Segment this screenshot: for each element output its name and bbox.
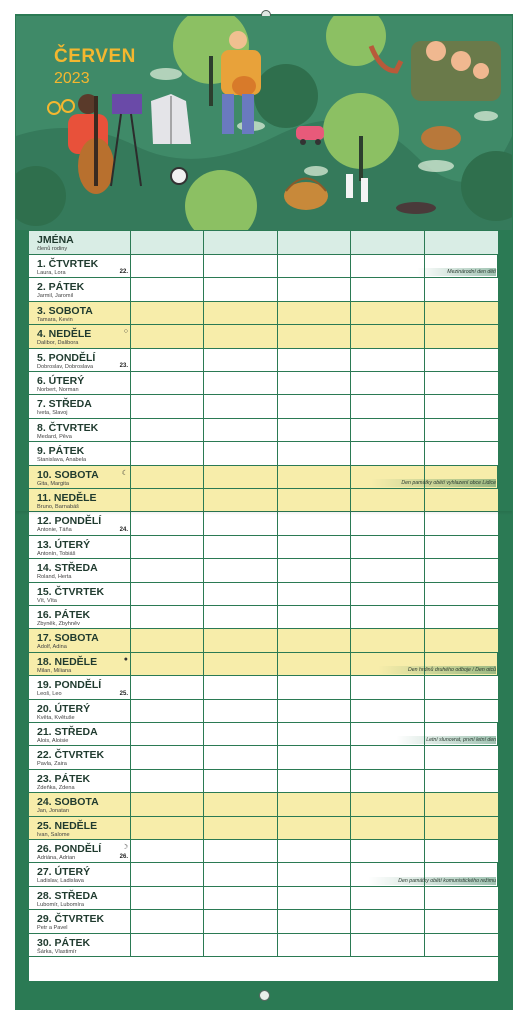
entry-cell[interactable] — [278, 278, 351, 300]
day-row — [29, 629, 498, 652]
day-row — [29, 395, 498, 418]
entry-cell[interactable] — [425, 817, 498, 839]
day-label-cell — [29, 512, 131, 534]
entry-cell[interactable] — [425, 793, 498, 815]
day-label-cell — [29, 793, 131, 815]
entry-cell[interactable] — [278, 255, 351, 277]
name-day-text: Alois, Aloisie — [37, 738, 69, 744]
day-row — [29, 817, 498, 840]
entry-cell[interactable] — [204, 442, 277, 464]
week-number: 22. — [119, 269, 128, 276]
name-day-text: Stanislava, Anabela — [37, 457, 87, 464]
day-label-cell — [29, 606, 131, 628]
entry-cell[interactable] — [131, 395, 204, 417]
day-label-cell — [29, 325, 131, 347]
entry-cell[interactable] — [351, 302, 424, 324]
day-row — [29, 606, 498, 629]
day-row — [29, 372, 498, 395]
day-row — [29, 536, 498, 559]
entry-cell[interactable] — [351, 559, 424, 581]
entry-cell[interactable] — [131, 255, 204, 277]
entry-cell[interactable] — [131, 653, 204, 675]
week-number: 23. — [119, 362, 128, 369]
entry-cell[interactable] — [351, 629, 424, 651]
entry-cell[interactable] — [204, 840, 277, 862]
entry-cell[interactable] — [278, 793, 351, 815]
day-row — [29, 512, 498, 535]
day-title: 4. NEDĚLE — [37, 328, 92, 341]
entry-cell[interactable] — [425, 676, 498, 698]
entry-cell[interactable] — [425, 746, 498, 768]
day-row — [29, 489, 498, 512]
day-title: 23. PÁTEK — [37, 772, 91, 785]
day-label-cell — [29, 583, 131, 605]
entry-cell[interactable] — [131, 700, 204, 722]
entry-cell[interactable] — [278, 442, 351, 464]
day-title: 18. NEDĚLE — [37, 655, 98, 668]
day-title: 1. ČTVRTEK — [37, 258, 99, 270]
day-label-cell — [29, 770, 131, 792]
day-title: 28. STŘEDA — [37, 889, 98, 902]
shirt-icon — [151, 94, 191, 144]
entry-cell[interactable] — [351, 746, 424, 768]
day-title: 14. STŘEDA — [37, 562, 98, 575]
entry-cell[interactable] — [204, 302, 277, 324]
entry-cell[interactable] — [425, 840, 498, 862]
entry-cell[interactable] — [425, 442, 498, 464]
entry-cell[interactable] — [278, 770, 351, 792]
entry-cell[interactable] — [204, 536, 277, 558]
entry-cell[interactable] — [425, 770, 498, 792]
day-row — [29, 723, 498, 746]
name-day-text: Zbyněk, Zbyhněv — [37, 621, 80, 627]
day-title: 22. ČTVRTEK — [37, 749, 105, 762]
day-row — [29, 466, 498, 489]
day-row — [29, 746, 498, 769]
names-header-cell — [29, 231, 131, 254]
entry-cell[interactable] — [425, 629, 498, 651]
day-title: 25. NEDĚLE — [37, 819, 98, 832]
name-day-text: Dobroslav, Dobroslava — [37, 363, 94, 370]
name-day-text: Bruno, Barnabáš — [37, 504, 79, 510]
entry-cell[interactable] — [131, 489, 204, 511]
entry-cell[interactable] — [278, 910, 351, 932]
entry-cell[interactable] — [204, 583, 277, 605]
entry-cell[interactable] — [351, 840, 424, 862]
entry-cell[interactable] — [425, 559, 498, 581]
name-day-text: Roland, Herta — [37, 574, 72, 581]
day-label-cell — [29, 629, 131, 651]
entry-cell[interactable] — [131, 793, 204, 815]
entry-cell[interactable] — [204, 723, 277, 745]
name-day-text: Dalibor, Dalibora — [37, 340, 79, 347]
entry-cell[interactable] — [278, 817, 351, 839]
entry-cell[interactable] — [351, 817, 424, 839]
entry-cell[interactable] — [131, 536, 204, 558]
entry-cell[interactable] — [351, 442, 424, 464]
entry-cell[interactable] — [425, 887, 498, 909]
member-column-2[interactable] — [204, 231, 277, 254]
bottom-hole — [259, 990, 270, 1001]
watch-icon — [171, 168, 187, 184]
day-label-cell — [29, 817, 131, 839]
moon-phase-icon: ☽ — [121, 844, 128, 851]
day-row — [29, 863, 498, 886]
name-day-text: Zdeňka, Zdena — [37, 784, 75, 791]
entry-cell[interactable] — [131, 770, 204, 792]
name-day-text: Antonín, Tobiáš — [37, 550, 76, 557]
day-row — [29, 770, 498, 793]
day-row — [29, 653, 498, 676]
holiday-note: Letní slunovrat, první letní den — [396, 736, 496, 744]
name-day-text: Milan, Miliana — [37, 667, 72, 674]
entry-cell[interactable] — [204, 700, 277, 722]
entry-cell[interactable] — [131, 278, 204, 300]
entry-cell[interactable] — [351, 770, 424, 792]
day-row — [29, 559, 498, 582]
entry-cell[interactable] — [131, 349, 204, 371]
name-day-text: Ladislav, Ladislava — [37, 878, 84, 885]
holiday-note: Den hrdinů druhého odboje / Den otců — [378, 666, 496, 674]
entry-cell[interactable] — [278, 629, 351, 651]
entry-cell[interactable] — [131, 583, 204, 605]
entry-cell[interactable] — [425, 302, 498, 324]
entry-cell[interactable] — [351, 910, 424, 932]
entry-cell[interactable] — [204, 746, 277, 768]
day-label-cell — [29, 863, 131, 885]
names-header-title: JMÉNA — [37, 234, 74, 246]
entry-cell[interactable] — [425, 910, 498, 932]
day-row — [29, 840, 498, 863]
name-day-text: Medard, Pěva — [37, 433, 72, 440]
day-title: 30. PÁTEK — [37, 936, 91, 949]
day-label-cell — [29, 536, 131, 558]
entry-cell[interactable] — [204, 606, 277, 628]
day-label-cell — [29, 887, 131, 909]
entry-cell[interactable] — [278, 746, 351, 768]
entry-cell[interactable] — [131, 629, 204, 651]
entry-cell[interactable] — [131, 606, 204, 628]
entry-cell[interactable] — [278, 653, 351, 675]
entry-cell[interactable] — [351, 700, 424, 722]
day-title: 11. NEDĚLE — [37, 492, 97, 504]
entry-cell[interactable] — [131, 512, 204, 534]
entry-cell[interactable] — [131, 863, 204, 885]
day-label-cell — [29, 489, 131, 511]
name-day-text: Leoš, Leo — [37, 691, 62, 698]
entry-cell[interactable] — [204, 395, 277, 417]
week-number: 25. — [119, 690, 128, 697]
day-label-cell — [29, 349, 131, 371]
name-day-text: Iveta, Slavoj — [37, 410, 68, 417]
name-day-text: Gita, Margita — [37, 480, 70, 487]
day-title: 29. ČTVRTEK — [37, 913, 105, 926]
moon-phase-icon: ☾ — [121, 469, 128, 477]
entry-cell[interactable] — [278, 372, 351, 394]
entry-cell[interactable] — [131, 746, 204, 768]
day-label-cell — [29, 746, 131, 768]
day-title: 27. ÚTERÝ — [37, 866, 91, 879]
entry-cell[interactable] — [204, 489, 277, 511]
entry-cell[interactable] — [425, 583, 498, 605]
member-column-1[interactable] — [131, 231, 204, 254]
entry-cell[interactable] — [131, 676, 204, 698]
name-day-text: Lubomír, Lubomíra — [37, 901, 84, 908]
entry-cell[interactable] — [278, 395, 351, 417]
entry-cell[interactable] — [204, 629, 277, 651]
entry-cell[interactable] — [425, 489, 498, 511]
entry-cell[interactable] — [278, 302, 351, 324]
entry-cell[interactable] — [425, 934, 498, 956]
egg-basket-icon — [421, 126, 461, 150]
day-row — [29, 676, 498, 699]
moon-phase-icon: ○ — [123, 328, 128, 336]
day-label-cell — [29, 700, 131, 722]
entry-cell[interactable] — [131, 817, 204, 839]
member-column-5[interactable] — [425, 231, 498, 254]
day-label-cell — [29, 302, 131, 324]
day-title: 15. ČTVRTEK — [37, 585, 105, 598]
entry-cell[interactable] — [131, 442, 204, 464]
entry-cell[interactable] — [131, 934, 204, 956]
member-column-4[interactable] — [351, 231, 424, 254]
entry-cell[interactable] — [204, 817, 277, 839]
day-row — [29, 793, 498, 816]
day-label-cell — [29, 466, 131, 488]
day-title: 13. ÚTERÝ — [37, 538, 91, 551]
day-title: 10. SOBOTA — [37, 468, 99, 481]
entry-cell[interactable] — [131, 887, 204, 909]
name-day-text: Tamara, Kevin — [37, 316, 73, 323]
entry-cell[interactable] — [351, 536, 424, 558]
name-day-text: Jarmil, Jaromil — [37, 293, 74, 300]
entry-cell[interactable] — [425, 325, 498, 347]
entry-cell[interactable] — [425, 512, 498, 534]
entry-cell[interactable] — [351, 419, 424, 441]
entry-cell[interactable] — [351, 887, 424, 909]
entry-cell[interactable] — [425, 278, 498, 300]
entry-cell[interactable] — [204, 466, 277, 488]
day-label-cell — [29, 723, 131, 745]
entry-cell[interactable] — [204, 793, 277, 815]
day-row — [29, 325, 498, 348]
entry-cell[interactable] — [278, 700, 351, 722]
entry-cell[interactable] — [131, 559, 204, 581]
day-title: 2. PÁTEK — [37, 281, 85, 294]
entry-cell[interactable] — [351, 349, 424, 371]
entry-cell[interactable] — [351, 255, 424, 277]
day-row — [29, 302, 498, 325]
entry-cell[interactable] — [351, 395, 424, 417]
entry-cell[interactable] — [131, 325, 204, 347]
entry-cell[interactable] — [131, 372, 204, 394]
entry-cell[interactable] — [204, 770, 277, 792]
entry-cell[interactable] — [278, 349, 351, 371]
day-title: 7. STŘEDA — [37, 398, 92, 411]
entry-cell[interactable] — [351, 489, 424, 511]
day-title: 19. PONDĚLÍ — [37, 679, 102, 692]
entry-cell[interactable] — [278, 536, 351, 558]
day-row — [29, 255, 498, 278]
entry-cell[interactable] — [425, 419, 498, 441]
entry-cell[interactable] — [278, 489, 351, 511]
entry-cell[interactable] — [204, 255, 277, 277]
entry-cell[interactable] — [351, 278, 424, 300]
day-label-cell — [29, 278, 131, 300]
entry-cell[interactable] — [131, 840, 204, 862]
day-title: 8. ČTVRTEK — [37, 421, 99, 434]
day-label-cell — [29, 676, 131, 698]
entry-cell[interactable] — [351, 793, 424, 815]
year-label: 2023 — [54, 70, 90, 87]
day-title: 3. SOBOTA — [37, 304, 93, 317]
day-title: 26. PONDĚLÍ — [37, 843, 102, 855]
entry-cell[interactable] — [204, 934, 277, 956]
entry-cell[interactable] — [204, 653, 277, 675]
day-row — [29, 278, 498, 301]
day-row — [29, 442, 498, 465]
entry-cell[interactable] — [278, 325, 351, 347]
entry-cell[interactable] — [351, 606, 424, 628]
entry-cell[interactable] — [351, 934, 424, 956]
day-title: 9. PÁTEK — [37, 445, 85, 458]
holiday-note: Mezinárodní den dětí — [417, 268, 496, 276]
entry-cell[interactable] — [204, 676, 277, 698]
entry-cell[interactable] — [204, 419, 277, 441]
day-label-cell — [29, 840, 131, 862]
day-title: 21. STŘEDA — [37, 726, 98, 738]
moon-phase-icon: ● — [123, 655, 128, 663]
entry-cell[interactable] — [278, 466, 351, 488]
day-label-cell — [29, 419, 131, 441]
day-title: 5. PONDĚLÍ — [37, 351, 96, 364]
entry-cell[interactable] — [131, 419, 204, 441]
day-row — [29, 349, 498, 372]
day-label-cell — [29, 910, 131, 932]
day-label-cell — [29, 653, 131, 675]
holiday-note: Den památky obětí vyhlazení obce Lidice — [371, 479, 496, 487]
day-label-cell — [29, 372, 131, 394]
entry-cell[interactable] — [204, 372, 277, 394]
holiday-note: Den památky obětí komunistického režimu — [368, 877, 496, 885]
name-day-text: Adriána, Adrian — [37, 855, 76, 861]
day-title: 20. ÚTERÝ — [37, 702, 91, 715]
entry-cell[interactable] — [425, 536, 498, 558]
day-title: 24. SOBOTA — [37, 796, 99, 809]
entry-cell[interactable] — [204, 910, 277, 932]
family-icon — [411, 41, 501, 101]
entry-cell[interactable] — [278, 676, 351, 698]
header-row — [29, 231, 498, 255]
entry-cell[interactable] — [204, 278, 277, 300]
month-title: ČERVEN — [54, 46, 136, 67]
entry-cell[interactable] — [278, 606, 351, 628]
planner-grid — [29, 230, 498, 981]
entry-cell[interactable] — [131, 302, 204, 324]
day-row — [29, 887, 498, 910]
day-title: 17. SOBOTA — [37, 632, 99, 645]
member-column-3[interactable] — [278, 231, 351, 254]
week-number: 26. — [119, 854, 128, 861]
entry-cell[interactable] — [131, 723, 204, 745]
month-illustration — [16, 16, 512, 230]
day-label-cell — [29, 395, 131, 417]
entry-cell[interactable] — [204, 559, 277, 581]
shoes-icon — [396, 202, 436, 214]
names-header-subtitle: členů rodiny — [37, 246, 68, 252]
day-label-cell — [29, 442, 131, 464]
entry-cell[interactable] — [278, 512, 351, 534]
entry-cell[interactable] — [278, 559, 351, 581]
name-day-text: Norbert, Norman — [37, 387, 79, 393]
name-day-text: Vít, Víta — [37, 597, 57, 604]
entry-cell[interactable] — [425, 349, 498, 371]
name-day-text: Antonie, Táňa — [37, 527, 72, 534]
entry-cell[interactable] — [131, 466, 204, 488]
name-day-text: Petr a Pavel — [37, 925, 68, 932]
entry-cell[interactable] — [278, 840, 351, 862]
entry-cell[interactable] — [204, 325, 277, 347]
entry-cell[interactable] — [204, 512, 277, 534]
entry-cell[interactable] — [278, 723, 351, 745]
name-day-text: Adolf, Adina — [37, 644, 67, 651]
entry-cell[interactable] — [425, 606, 498, 628]
entry-cell[interactable] — [278, 887, 351, 909]
entry-cell[interactable] — [204, 863, 277, 885]
day-label-cell — [29, 255, 131, 277]
name-day-text: Květa, Květuše — [37, 714, 75, 721]
day-row — [29, 700, 498, 723]
name-day-text: Pavla, Zaira — [37, 761, 67, 768]
day-row — [29, 934, 498, 957]
name-day-text: Ivan, Salome — [37, 831, 70, 838]
name-day-text: Laura, Lora — [37, 270, 66, 276]
entry-cell[interactable] — [278, 583, 351, 605]
entry-cell[interactable] — [131, 910, 204, 932]
entry-cell[interactable] — [351, 372, 424, 394]
day-row — [29, 910, 498, 933]
entry-cell[interactable] — [351, 676, 424, 698]
entry-cell[interactable] — [425, 700, 498, 722]
name-day-text: Šárka, Vlastimír — [37, 948, 77, 955]
entry-cell[interactable] — [351, 325, 424, 347]
name-day-text: Jan, Jonatan — [37, 808, 70, 815]
entry-cell[interactable] — [204, 887, 277, 909]
day-row — [29, 583, 498, 606]
entry-cell[interactable] — [204, 349, 277, 371]
entry-cell[interactable] — [278, 419, 351, 441]
entry-cell[interactable] — [351, 512, 424, 534]
week-number: 24. — [119, 526, 128, 533]
entry-cell[interactable] — [278, 934, 351, 956]
entry-cell[interactable] — [425, 372, 498, 394]
entry-cell[interactable] — [425, 395, 498, 417]
day-row — [29, 419, 498, 442]
entry-cell[interactable] — [278, 863, 351, 885]
day-title: 16. PÁTEK — [37, 609, 91, 621]
day-label-cell — [29, 934, 131, 956]
day-title: 12. PONDĚLÍ — [37, 515, 102, 528]
day-title: 6. ÚTERÝ — [37, 375, 85, 387]
entry-cell[interactable] — [351, 583, 424, 605]
day-label-cell — [29, 559, 131, 581]
